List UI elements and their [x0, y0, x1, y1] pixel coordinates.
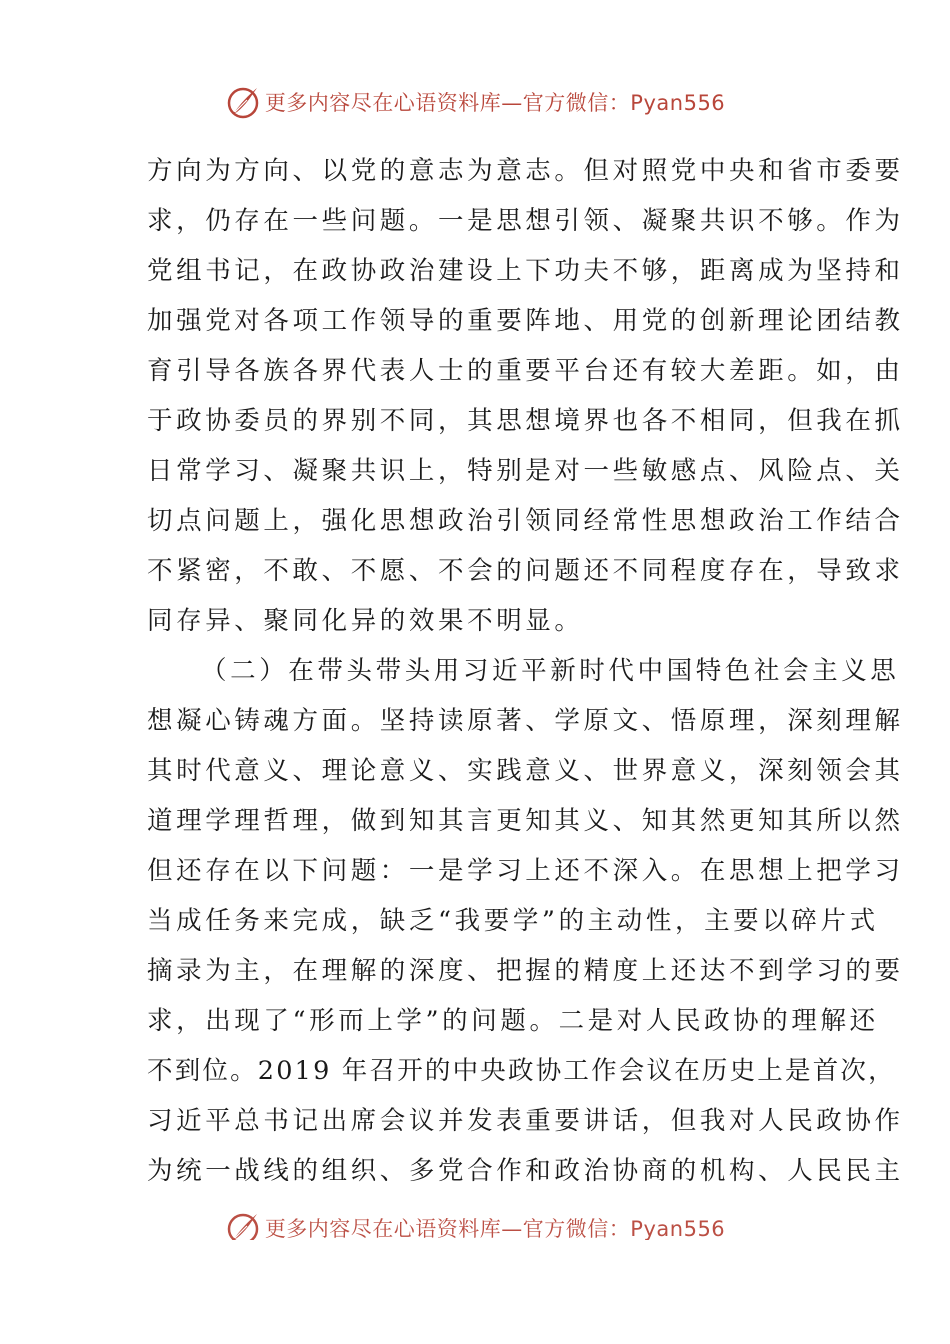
body-line: 不紧密，不敢、不愿、不会的问题还不同程度存在，导致求: [147, 556, 904, 586]
body-line: 为统一战线的组织、多党合作和政治协商的机构、人民民主: [147, 1156, 904, 1186]
header-watermark: [0, 82, 950, 122]
body-line: 习近平总书记出席会议并发表重要讲话，但我对人民政协作: [147, 1106, 904, 1136]
body-line: 不到位。2019 年召开的中央政协工作会议在历史上是首次，: [147, 1056, 896, 1086]
body-line: 求，仍存在一些问题。一是思想引领、凝聚共识不够。作为: [147, 206, 904, 236]
body-line: 切点问题上，强化思想政治引领同经常性思想政治工作结合: [147, 506, 904, 536]
body-line: 但还存在以下问题：一是学习上还不深入。在思想上把学习: [147, 856, 904, 886]
body-line: 育引导各族各界代表人士的重要平台还有较大差距。如，由: [147, 356, 904, 386]
body-line: 求，出现了“形而上学”的问题。二是对人民政协的理解还: [147, 1006, 879, 1036]
footer-watermark: [0, 1204, 950, 1240]
feather-pen-logo-icon: [225, 1210, 261, 1240]
document-body: [147, 146, 904, 1196]
body-line: 党组书记，在政协政治建设上下功夫不够，距离成为坚持和: [147, 256, 904, 286]
body-line: 摘录为主，在理解的深度、把握的精度上还达不到学习的要: [147, 956, 904, 986]
body-line: 同存异、聚同化异的效果不明显。: [147, 606, 584, 636]
body-line: 道理学理哲理，做到知其言更知其义、知其然更知其所以然: [147, 806, 904, 836]
body-line: 其时代意义、理论意义、实践意义、世界意义，深刻领会其: [147, 756, 904, 786]
body-line: 加强党对各项工作领导的重要阵地、用党的创新理论团结教: [147, 306, 904, 336]
body-line: 日常学习、凝聚共识上，特别是对一些敏感点、风险点、关: [147, 456, 904, 486]
header-watermark-text: 更多内容尽在心语资料库—官方微信：Pyan556: [264, 91, 726, 115]
body-line: 于政协委员的界别不同，其思想境界也各不相同，但我在抓: [147, 406, 904, 436]
body-line: 当成任务来完成，缺乏“我要学”的主动性，主要以碎片式: [147, 906, 879, 936]
feather-pen-logo-icon: [225, 84, 261, 120]
footer-watermark-text: 更多内容尽在心语资料库—官方微信：Pyan556: [264, 1217, 726, 1240]
body-line: 方向为方向、以党的意志为意志。但对照党中央和省市委要: [147, 156, 904, 186]
body-line: 想凝心铸魂方面。坚持读原著、学原文、悟原理，深刻理解: [147, 706, 904, 736]
section-heading-line: （二）在带头带头用习近平新时代中国特色社会主义思: [201, 656, 900, 686]
